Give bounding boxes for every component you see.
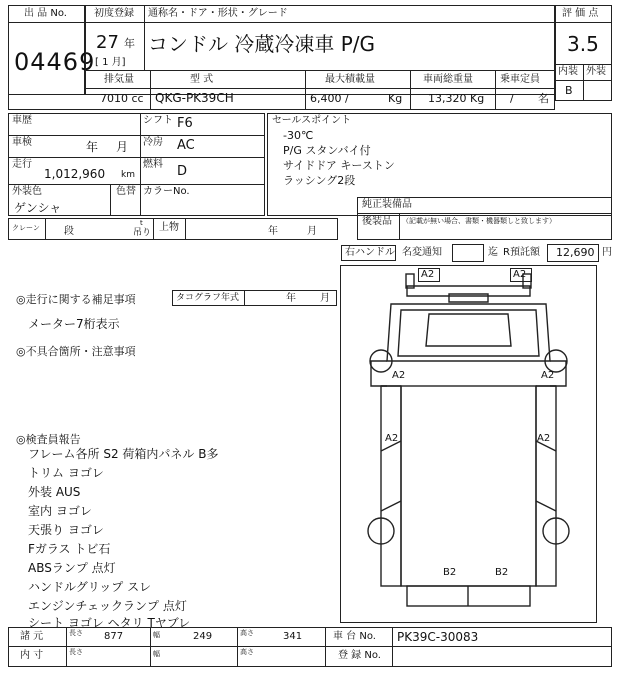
capacity-unit: 名: [538, 92, 549, 105]
damage-diagram: [340, 265, 597, 623]
damage-mark: B2: [495, 567, 509, 578]
damage-mark: A2: [421, 269, 435, 280]
damage-mark: A2: [537, 433, 551, 444]
damage-mark: A2: [513, 269, 527, 280]
displacement-label: 排気量: [104, 74, 134, 85]
model-label: 型 式: [190, 74, 214, 85]
inspection-year: 年: [86, 140, 99, 154]
interior-grade-label: 内装: [558, 66, 578, 77]
chassis-label: 車 台 No.: [333, 631, 376, 642]
height-label: 高さ: [240, 629, 254, 637]
damage-mark: A2: [392, 370, 406, 381]
side-door-lines: [381, 441, 556, 511]
shift-label: シフト: [143, 115, 173, 126]
cab-body: [387, 304, 550, 361]
recycle-deposit-unit: 円: [602, 247, 612, 258]
inspection-month: 月: [116, 140, 129, 154]
roof-marker: [449, 294, 488, 302]
interior-grade: B: [565, 84, 573, 97]
inspector-line: Fガラス トビ石: [28, 542, 111, 556]
cargo-box: [401, 386, 536, 586]
fuel-label: 燃料: [143, 159, 163, 170]
sales-point: ラッシング2段: [283, 174, 356, 187]
vehicle-name: コンドル 冷蔵冷凍車 P/G: [148, 32, 376, 56]
inspector-line: トリム ヨゴレ: [28, 466, 104, 480]
defect-title: ◎不具合箇所・注意事項: [16, 345, 136, 358]
model: QKG-PK39CH: [155, 91, 234, 105]
width: 249: [193, 631, 213, 642]
name-change-label: 名変通知: [402, 247, 442, 258]
overall-grade: 3.5: [567, 32, 599, 56]
crane-ton: t: [140, 219, 143, 227]
supplement-text: メーター7桁表示: [28, 317, 120, 331]
capacity: /: [510, 92, 514, 105]
crane-step: 段: [64, 226, 74, 237]
exterior-color-label: 外装色: [12, 186, 42, 197]
sales-point: -30℃: [283, 129, 314, 142]
recycle-deposit: 12,690: [556, 246, 595, 259]
sales-points-label: セールスポイント: [272, 115, 352, 126]
color-change-label: 色替: [116, 186, 136, 197]
inspector-line: ハンドルグリップ スレ: [28, 580, 152, 594]
cab-inner: [398, 310, 539, 356]
tachograph-month: 月: [320, 293, 330, 304]
sales-point: P/G スタンバイ付: [283, 144, 371, 157]
damage-mark: A2: [385, 433, 399, 444]
name-change-mark: 迄: [488, 247, 498, 258]
ac: AC: [177, 138, 195, 153]
gross-weight-label: 車両総重量: [423, 74, 473, 85]
mileage: 1,012,960: [44, 167, 106, 181]
displacement: 7010 cc: [100, 92, 144, 105]
tachograph-year: 年: [286, 293, 296, 304]
max-load-unit: Kg: [388, 92, 403, 105]
inspector-title: ◎検査員報告: [16, 433, 81, 446]
inspector-line: 天張り ヨゴレ: [28, 523, 104, 537]
damage-mark: A2: [541, 370, 555, 381]
exterior-color: ゲンシャ: [14, 201, 62, 215]
mileage-label: 走行: [12, 159, 32, 170]
chassis-number: PK39C-30083: [397, 630, 479, 644]
inspector-line: ABSランプ 点灯: [28, 561, 116, 575]
capacity-label: 乗車定員: [500, 74, 540, 85]
upper-structure-label: 上物: [159, 222, 179, 233]
inspector-line: 室内 ヨゴレ: [28, 504, 92, 518]
right-side-panel: [536, 386, 556, 586]
interior-length-label: 長さ: [69, 648, 83, 656]
lot-number: 04469: [14, 48, 96, 76]
crane-hang: 吊り: [133, 228, 152, 238]
length: 877: [104, 631, 124, 642]
inspector-line: シート ヨゴレ ヘタリ Tヤブレ: [28, 616, 191, 630]
gross-weight: 13,320 Kg: [428, 92, 485, 105]
interior-dims-label: 内 寸: [20, 650, 44, 661]
mileage-unit: km: [121, 170, 135, 180]
vehicle-name-label: 通称名・ドア・形状・グレード: [148, 8, 288, 19]
interior-height-label: 高さ: [240, 648, 254, 656]
registration-month: [ 1 月]: [95, 57, 126, 68]
genuine-equipment-label: 純正装備品: [362, 199, 412, 210]
width-label: 幅: [153, 631, 160, 639]
inspector-line: エンジンチェックランプ 点灯: [28, 599, 187, 613]
length-label: 長さ: [69, 629, 83, 637]
inspector-line: 外装 AUS: [28, 485, 81, 499]
left-side-panel: [381, 386, 401, 586]
crane-label: クレーン: [12, 224, 40, 232]
specs-label: 諸 元: [20, 631, 44, 642]
left-cab-side: [371, 361, 387, 386]
aftermarket-note: （記載が無い場合、書類・機器類しと致します）: [402, 217, 556, 225]
fuel: D: [177, 164, 188, 179]
exterior-grade-label: 外装: [586, 66, 606, 77]
inspection-label: 車検: [12, 137, 32, 148]
recycle-deposit-label: R預託額: [503, 247, 540, 258]
registration-number-label: 登 録 No.: [338, 650, 381, 661]
lot-number-label: 出 品 No.: [24, 8, 67, 19]
grade-label: 評 価 点: [562, 8, 599, 19]
registration-year-unit: 年: [124, 37, 135, 50]
upper-structure-month: 月: [307, 226, 317, 237]
aftermarket-label: 後装品: [362, 216, 392, 227]
height: 341: [283, 631, 303, 642]
interior-width-label: 幅: [153, 650, 160, 658]
supplement-title: ◎走行に関する補足事項: [16, 293, 136, 306]
footer-table: [8, 627, 612, 667]
max-load: 6,400 /: [310, 92, 349, 105]
sales-point: サイドドア キーストン: [283, 159, 395, 172]
inspector-line: フレーム各所 S2 荷箱内パネル B多: [28, 447, 219, 461]
shift: F6: [177, 116, 193, 131]
damage-mark: B2: [443, 567, 457, 578]
windshield: [426, 314, 511, 346]
ac-label: 冷房: [143, 137, 163, 148]
upper-structure-year: 年: [268, 226, 278, 237]
first-registration-label: 初度登録: [94, 8, 134, 19]
max-load-label: 最大積載量: [325, 74, 375, 85]
color-number-label: カラーNo.: [143, 186, 190, 197]
registration-year: 27: [96, 32, 119, 53]
name-change-box: [452, 244, 484, 262]
history-label: 車歴: [12, 115, 32, 126]
tachograph-label: タコグラフ年式: [176, 293, 240, 303]
truck-diagram-svg: [341, 266, 596, 622]
right-hand-drive: 右ハンドル: [345, 247, 395, 258]
